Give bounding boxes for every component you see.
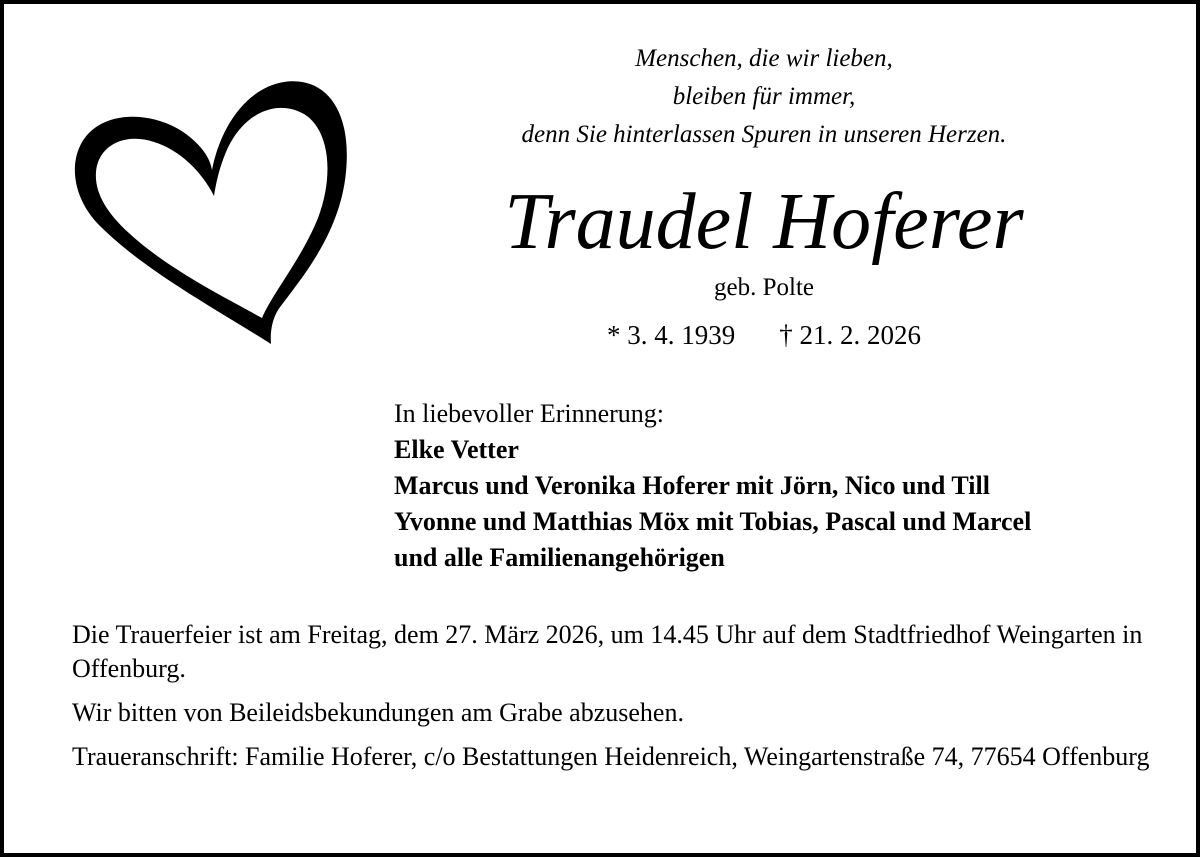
birth-name: geb. Polte [714,274,814,301]
birth-date: * 3. 4. 1939 [607,320,736,350]
ceremony-text: Die Trauerfeier ist am Freitag, dem 27. März 2026, um 14.45 Uhr auf dem Stadtfriedhof Weingarten in Offenburg. [72,620,1143,683]
mourner-name: und alle Familienangehörigen [394,543,725,572]
verse-line: Menschen, die wir lieben, [635,45,893,72]
mourners-block [394,396,1031,576]
deceased-name: Traudel Hoferer [504,178,1024,266]
life-dates [404,316,1124,354]
mourning-address: Traueranschrift: Familie Hoferer, c/o Bestattungen Heidenreich, Weingartenstraße 74, 77654 Offenburg [72,742,1150,771]
mourner-name: Yvonne und Matthias Möx mit Tobias, Pascal und Marcel [394,507,1032,536]
mourner-name: Elke Vetter [394,435,519,464]
funeral-info [72,618,1152,784]
verse-line: denn Sie hinterlassen Spuren in unseren Herzen. [521,121,1007,148]
mourner-name: Marcus und Veronika Hoferer mit Jörn, Nico und Till [394,471,990,500]
remembrance-intro: In liebevoller Erinnerung: [394,399,665,428]
verse-line: bleiben für immer, [672,83,856,110]
death-date: † 21. 2. 2026 [779,320,921,350]
heart-icon [66,72,356,350]
condolence-note: Wir bitten von Beileidsbekundungen am Grabe abzusehen. [72,698,684,727]
memorial-verse [404,40,1124,154]
